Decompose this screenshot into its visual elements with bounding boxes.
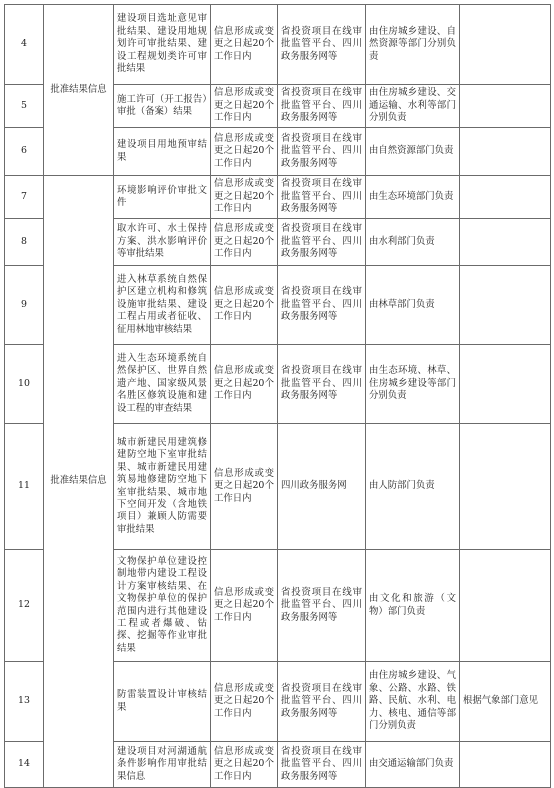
- category-cell: 批准结果信息: [44, 5, 114, 176]
- disclosure-channel: 四川政务服务网: [278, 424, 366, 550]
- disclosure-table: [4, 4, 551, 788]
- disclosure-channel: 省投资项目在线审批监管平台、四川政务服务网等: [278, 266, 366, 345]
- remark: [460, 219, 551, 266]
- remark: [460, 550, 551, 662]
- responsible-dept: 由住房城乡建设、交通运输、水利等部门分别负责: [366, 85, 460, 128]
- row-number: 10: [5, 345, 44, 424]
- disclosure-channel: 省投资项目在线审批监管平台、四川政务服务网等: [278, 742, 366, 788]
- disclosure-time: 信息形成或变更之日起20个工作日内: [211, 345, 278, 424]
- table-row: [5, 176, 551, 219]
- item-name: 取水许可、水土保持方案、洪水影响评价等审批结果: [114, 219, 211, 266]
- responsible-dept: 由林草部门负责: [366, 266, 460, 345]
- row-number: 8: [5, 219, 44, 266]
- disclosure-time: 信息形成或变更之日起20个工作日内: [211, 424, 278, 550]
- disclosure-time: 信息形成或变更之日起20个工作日内: [211, 742, 278, 788]
- remark: [460, 85, 551, 128]
- disclosure-time: 信息形成或变更之日起20个工作日内: [211, 5, 278, 85]
- disclosure-time: 信息形成或变更之日起20个工作日内: [211, 176, 278, 219]
- disclosure-channel: 省投资项目在线审批监管平台、四川政务服务网等: [278, 345, 366, 424]
- item-name: 进入生态环境系统自然保护区、世界自然遗产地、国家级风景名胜区修筑设施和建设工程的审查结果: [114, 345, 211, 424]
- row-number: 5: [5, 85, 44, 128]
- disclosure-time: 信息形成或变更之日起20个工作日内: [211, 662, 278, 742]
- item-name: 进入林草系统自然保护区建立机构和修筑设施审批结果、建设工程占用或者征收、征用林地审核结果: [114, 266, 211, 345]
- disclosure-time: 信息形成或变更之日起20个工作日内: [211, 550, 278, 662]
- disclosure-channel: 省投资项目在线审批监管平台、四川政务服务网等: [278, 219, 366, 266]
- item-name: 防雷装置设计审核结果: [114, 662, 211, 742]
- item-name: 建设项目对河湖通航条件影响作用审批结果信息: [114, 742, 211, 788]
- row-number: 7: [5, 176, 44, 219]
- disclosure-time: 信息形成或变更之日起20个工作日内: [211, 219, 278, 266]
- row-number: 9: [5, 266, 44, 345]
- responsible-dept: 由文化和旅游（文物）部门负责: [366, 550, 460, 662]
- remark: [460, 176, 551, 219]
- item-name: 文物保护单位建设控制地带内建设工程设计方案审核结果、在文物保护单位的保护范围内进行其他建设工程或者爆破、钻探、挖掘等作业审批结果: [114, 550, 211, 662]
- row-number: 6: [5, 128, 44, 176]
- remark: 根据气象部门意见: [460, 662, 551, 742]
- disclosure-time: 信息形成或变更之日起20个工作日内: [211, 85, 278, 128]
- row-number: 4: [5, 5, 44, 85]
- item-name: 环境影响评价审批文件: [114, 176, 211, 219]
- responsible-dept: 由生态环境、林草、住房城乡建设等部门分别负责: [366, 345, 460, 424]
- disclosure-channel: 省投资项目在线审批监管平台、四川政务服务网等: [278, 5, 366, 85]
- page-wrapper: [4, 4, 551, 788]
- responsible-dept: 由住房城乡建设、自然资源等部门分别负责: [366, 5, 460, 85]
- item-name: 建设项目选址意见审批结果、建设用地规划许可审批结果、建设工程规划类许可审批结果: [114, 5, 211, 85]
- disclosure-channel: 省投资项目在线审批监管平台、四川政务服务网等: [278, 550, 366, 662]
- item-name: 城市新建民用建筑修建防空地下室审批结果、城市新建民用建筑易地修建防空地下室审批结果、城市地下空间开发（含地铁项目）兼顾人防需要审批结果: [114, 424, 211, 550]
- disclosure-channel: 省投资项目在线审批监管平台、四川政务服务网等: [278, 662, 366, 742]
- responsible-dept: 由水利部门负责: [366, 219, 460, 266]
- row-number: 14: [5, 742, 44, 788]
- row-number: 12: [5, 550, 44, 662]
- remark: [460, 345, 551, 424]
- disclosure-channel: 省投资项目在线审批监管平台、四川政务服务网等: [278, 128, 366, 176]
- category-cell: 批准结果信息: [44, 176, 114, 788]
- remark: [460, 266, 551, 345]
- row-number: 13: [5, 662, 44, 742]
- responsible-dept: 由住房城乡建设、气象、公路、水路、铁路、民航、水利、电力、核电、通信等部门分别负责: [366, 662, 460, 742]
- item-name: 施工许可（开工报告）审批（备案）结果: [114, 85, 211, 128]
- responsible-dept: 由自然资源部门负责: [366, 128, 460, 176]
- disclosure-channel: 省投资项目在线审批监管平台、四川政务服务网等: [278, 85, 366, 128]
- responsible-dept: 由生态环境部门负责: [366, 176, 460, 219]
- disclosure-time: 信息形成或变更之日起20个工作日内: [211, 128, 278, 176]
- responsible-dept: 由人防部门负责: [366, 424, 460, 550]
- remark: [460, 128, 551, 176]
- row-number: 11: [5, 424, 44, 550]
- responsible-dept: 由交通运输部门负责: [366, 742, 460, 788]
- disclosure-channel: 省投资项目在线审批监管平台、四川政务服务网等: [278, 176, 366, 219]
- disclosure-time: 信息形成或变更之日起20个工作日内: [211, 266, 278, 345]
- remark: [460, 5, 551, 85]
- table-row: [5, 5, 551, 85]
- item-name: 建设项目用地预审结果: [114, 128, 211, 176]
- remark: [460, 742, 551, 788]
- remark: [460, 424, 551, 550]
